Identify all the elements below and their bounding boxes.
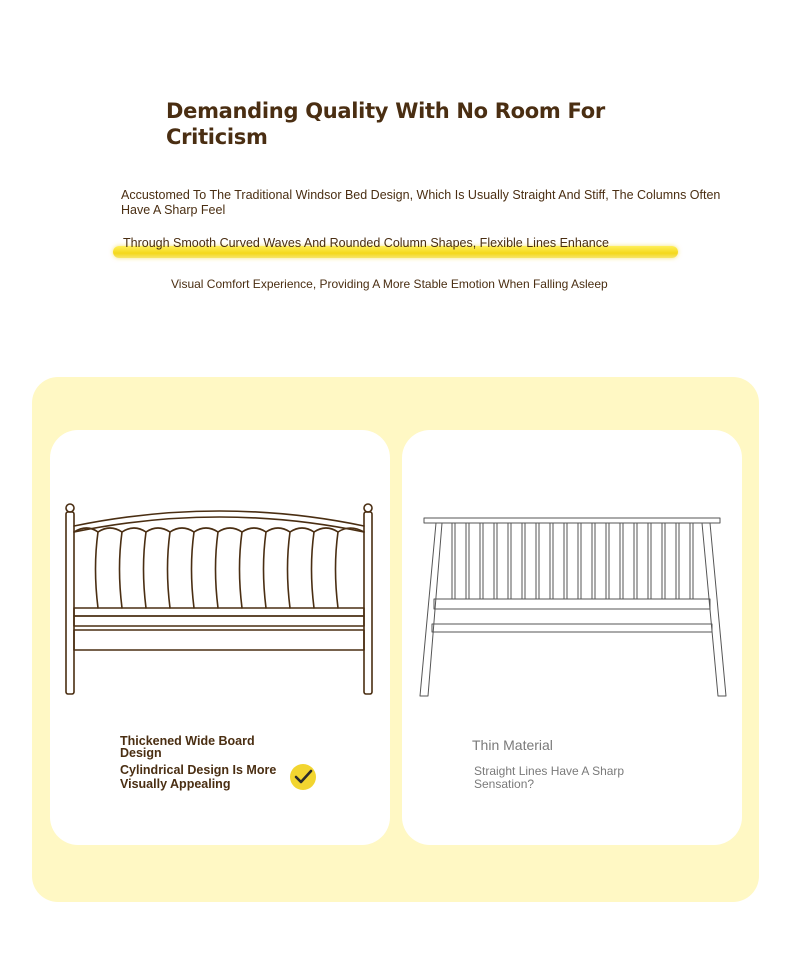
intro-closing-line: Visual Comfort Experience, Providing A More Stable Emotion When Falling Asleep xyxy=(171,277,608,291)
sharp-lines-label: Straight Lines Have A Sharp Sensation? xyxy=(474,764,625,791)
thin-material-label: Thin Material xyxy=(472,737,553,753)
intro-paragraph: Accustomed To The Traditional Windsor Bed Design, Which Is Usually Straight And Stiff, The Columns Often Have A Sharp Feel xyxy=(121,188,721,217)
straight-bed-illustration xyxy=(418,514,730,700)
curved-bed-illustration xyxy=(60,498,380,700)
check-circle-icon xyxy=(290,764,316,790)
page-title: Demanding Quality With No Room For Criticism xyxy=(166,99,605,149)
feature-cylindrical: Cylindrical Design Is More Visually Appealing xyxy=(120,763,277,791)
highlighted-line xyxy=(113,236,678,262)
highlight-text: Through Smooth Curved Waves And Rounded Column Shapes, Flexible Lines Enhance xyxy=(123,236,609,250)
feature-wide-board: Thickened Wide Board Design xyxy=(120,734,255,760)
